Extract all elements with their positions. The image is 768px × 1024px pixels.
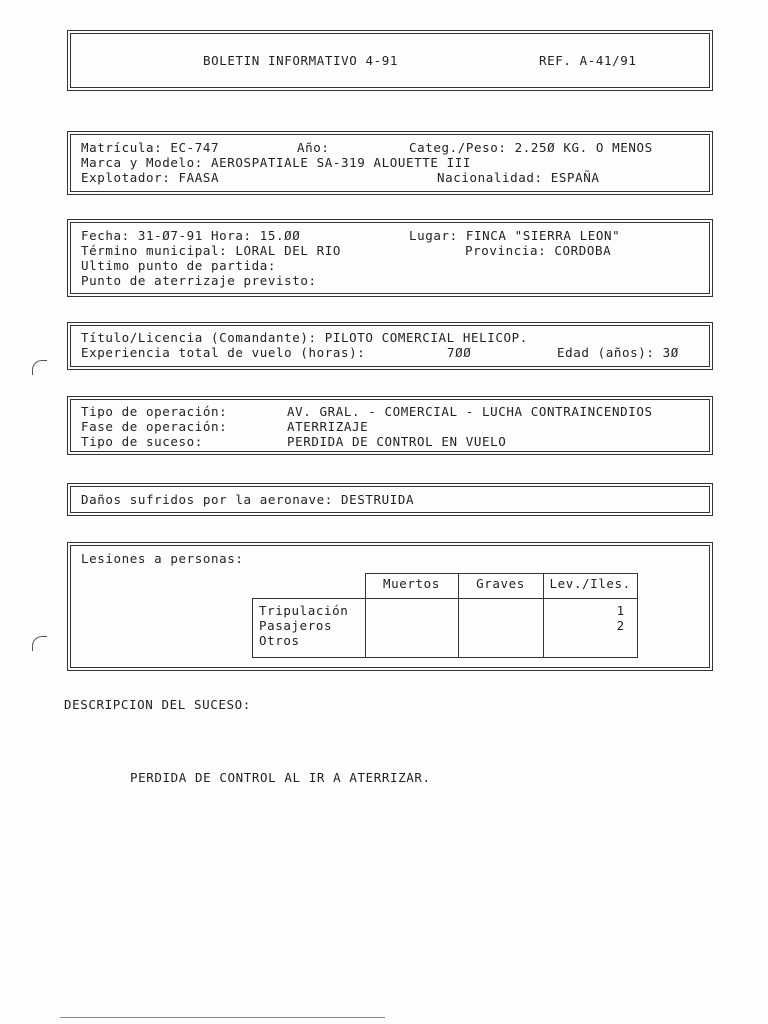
bulletin-title: BOLETIN INFORMATIVO 4-91	[203, 53, 399, 68]
tipo-suceso-label: Tipo de suceso:	[81, 434, 203, 449]
reference-number: REF. A-41/91	[539, 53, 637, 68]
leves-tripulacion: 1	[616, 603, 625, 618]
experiencia-label: Experiencia total de vuelo (horas):	[81, 345, 366, 360]
leves-cell	[543, 599, 637, 658]
occurrence-box	[70, 222, 710, 294]
punch-hole-top	[32, 360, 47, 375]
operation-box	[70, 399, 710, 452]
lesiones-title: Lesiones a personas:	[81, 551, 244, 566]
titulo-licencia: Título/Licencia (Comandante): PILOTO COMERCIAL HELICOP.	[81, 330, 528, 345]
row-tripulacion: Tripulación	[259, 603, 349, 618]
column-muertos: Muertos	[365, 574, 458, 599]
row-otros: Otros	[259, 633, 300, 648]
tipo-suceso-value: PERDIDA DE CONTROL EN VUELO	[287, 434, 507, 449]
nacionalidad: Nacionalidad: ESPAÑA	[437, 170, 600, 185]
descripcion-text: PERDIDA DE CONTROL AL IR A ATERRIZAR.	[130, 770, 431, 785]
punch-hole-bottom	[32, 636, 47, 651]
fecha-hora: Fecha: 31-Ø7-91 Hora: 15.ØØ	[81, 228, 301, 243]
graves-cell	[458, 599, 543, 658]
fase-operacion-label: Fase de operación:	[81, 419, 228, 434]
punto-aterrizaje: Punto de aterrizaje previsto:	[81, 273, 317, 288]
empty-corner-cell	[253, 574, 366, 599]
experiencia-horas: 7ØØ	[447, 345, 472, 360]
marca-modelo: Marca y Modelo: AEROSPATIALE SA-319 ALOUETTE III	[81, 155, 472, 170]
injuries-table	[252, 573, 638, 658]
anio: Año:	[297, 140, 330, 155]
leves-pasajeros: 2	[616, 618, 625, 633]
pilot-box	[70, 325, 710, 367]
fase-operacion-value: ATERRIZAJE	[287, 419, 369, 434]
explotador: Explotador: FAASA	[81, 170, 220, 185]
muertos-cell	[365, 599, 458, 658]
descripcion-heading: DESCRIPCION DEL SUCESO:	[64, 697, 251, 712]
tipo-operacion-label: Tipo de operación:	[81, 404, 228, 419]
damage-box	[70, 486, 710, 513]
table-row	[253, 599, 638, 658]
provincia: Provincia: CORDOBA	[465, 243, 612, 258]
categoria-peso: Categ./Peso: 2.25Ø KG. O MENOS	[409, 140, 653, 155]
lugar: Lugar: FINCA "SIERRA LEON"	[409, 228, 621, 243]
table-header-row	[253, 574, 638, 599]
termino-municipal: Término municipal: LORAL DEL RIO	[81, 243, 342, 258]
edad: Edad (años): 3Ø	[557, 345, 679, 360]
row-labels-cell	[253, 599, 366, 658]
aircraft-box	[70, 134, 710, 192]
header-box	[70, 33, 710, 88]
ultimo-punto: Ultimo punto de partida:	[81, 258, 277, 273]
bottom-rule	[60, 1017, 385, 1018]
column-leves: Lev./Iles.	[543, 574, 637, 599]
danos-aeronave: Daños sufridos por la aeronave: DESTRUIDA	[81, 492, 415, 507]
column-graves: Graves	[458, 574, 543, 599]
matricula: Matrícula: EC-747	[81, 140, 220, 155]
row-pasajeros: Pasajeros	[259, 618, 333, 633]
tipo-operacion-value: AV. GRAL. - COMERCIAL - LUCHA CONTRAINCENDIOS	[287, 404, 653, 419]
